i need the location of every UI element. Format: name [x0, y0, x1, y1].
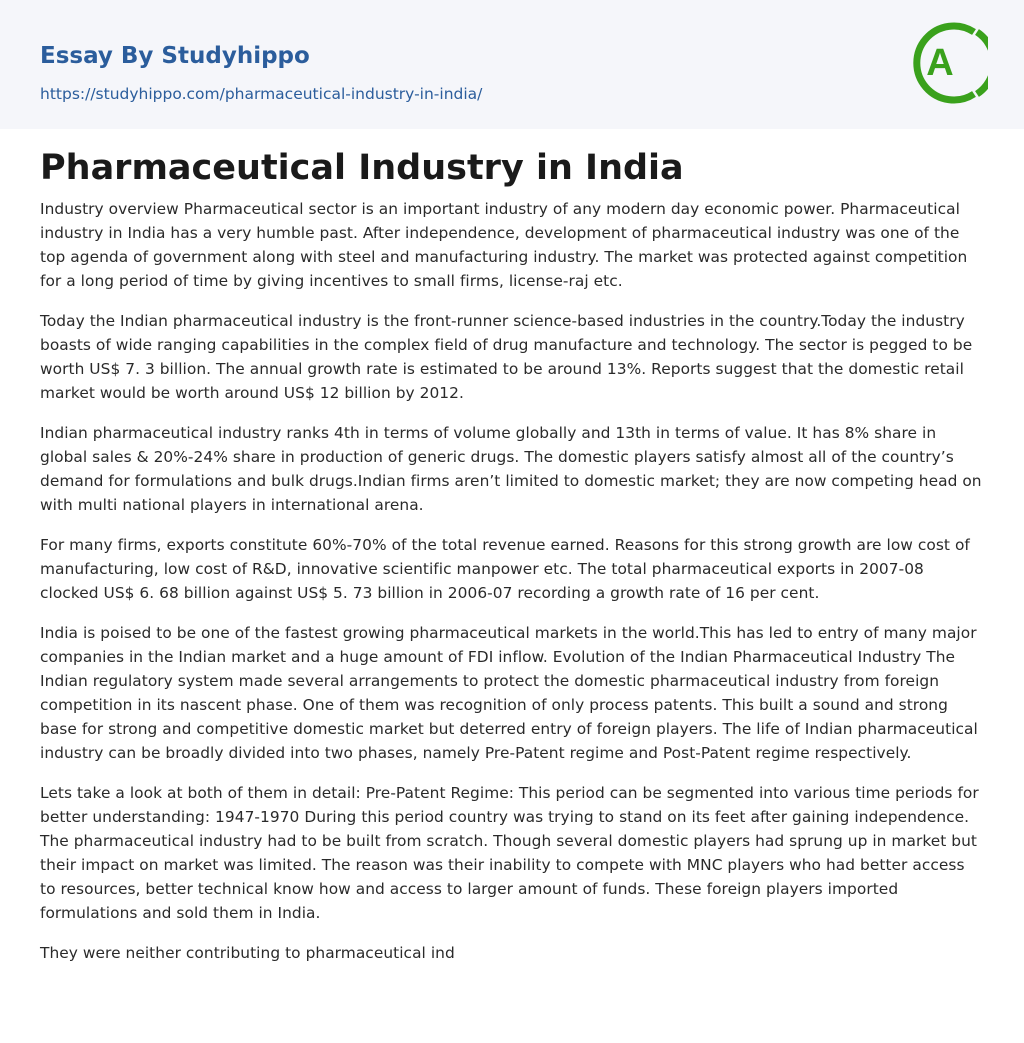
paragraph: Indian pharmaceutical industry ranks 4th in terms of volume globally and 13th in terms of value. It has 8% share in global sales & 20%-24% share in production of generic drugs. The domestic players satisfy almost all of the country’s demand for formulations and bulk drugs.Indian firms aren’t limited to domestic market; they are now competing head on with multi national players in international arena.: [40, 424, 982, 514]
paragraph: Lets take a look at both of them in detail: Pre-Patent Regime: This period can be segmented into various time periods for better understanding: 1947-1970 During this period country was trying to stand on its feet after gaining independence. The pharmaceutical industry had to be built from scratch. Though several domestic players had sprung up in market but their impact on market was limited. The reason was their inability to compete with MNC players who had better access to resources, better technical know how and access to larger amount of funds. These foreign players imported formulations and sold them in India.: [40, 784, 979, 922]
site-brand[interactable]: Essay By Studyhippo: [40, 43, 310, 69]
paragraph: Industry overview Pharmaceutical sector is an important industry of any modern day economic power. Pharmaceutical industry in India has a very humble past. After independence, development of pharmaceutical industry was one of the top agenda of government along with steel and manufacturing industry. The market was protected against competition for a long period of time by giving incentives to small firms, license-raj etc.: [40, 200, 968, 290]
paragraph: India is poised to be one of the fastest growing pharmaceutical markets in the world.This has led to entry of many major companies in the Indian market and a huge amount of FDI inflow. Evolution of the Indian Pharmaceutical Industry The Indian regulatory system made several arrangements to protect the domestic pharmaceutical industry from foreign competition in its nascent phase. One of them was recognition of only process patents. This built a sound and strong base for strong and competitive domestic market but deterred entry of foreign players. The life of Indian pharmaceutical industry can be broadly divided into two phases, namely Pre-Patent regime and Post-Patent regime respectively.: [40, 624, 978, 762]
article-body: [0, 129, 1024, 965]
paragraph-truncated: They were neither contributing to pharmaceutical ind: [40, 944, 455, 962]
logo-letter: A: [926, 42, 954, 84]
paragraph: Today the Indian pharmaceutical industry is the front-runner science-based industries in the country.Today the industry boasts of wide ranging capabilities in the complex field of drug manufacture and technology. The sector is pegged to be worth US$ 7. 3 billion. The annual growth rate is estimated to be around 13%. Reports suggest that the domestic retail market would be worth around US$ 12 billion by 2012.: [40, 312, 973, 402]
paragraph: For many firms, exports constitute 60%-70% of the total revenue earned. Reasons for this strong growth are low cost of manufacturing, low cost of R&D, innovative scientific manpower etc. The total pharmaceutical exports in 2007-08 clocked US$ 6. 68 billion against US$ 5. 73 billion in 2006-07 recording a growth rate of 16 per cent.: [40, 536, 970, 602]
studyhippo-logo-icon[interactable]: [908, 18, 988, 108]
site-header: [0, 0, 1024, 129]
page-url-link[interactable]: https://studyhippo.com/pharmaceutical-industry-in-india/: [40, 85, 483, 103]
page-title: Pharmaceutical Industry in India: [40, 148, 684, 188]
